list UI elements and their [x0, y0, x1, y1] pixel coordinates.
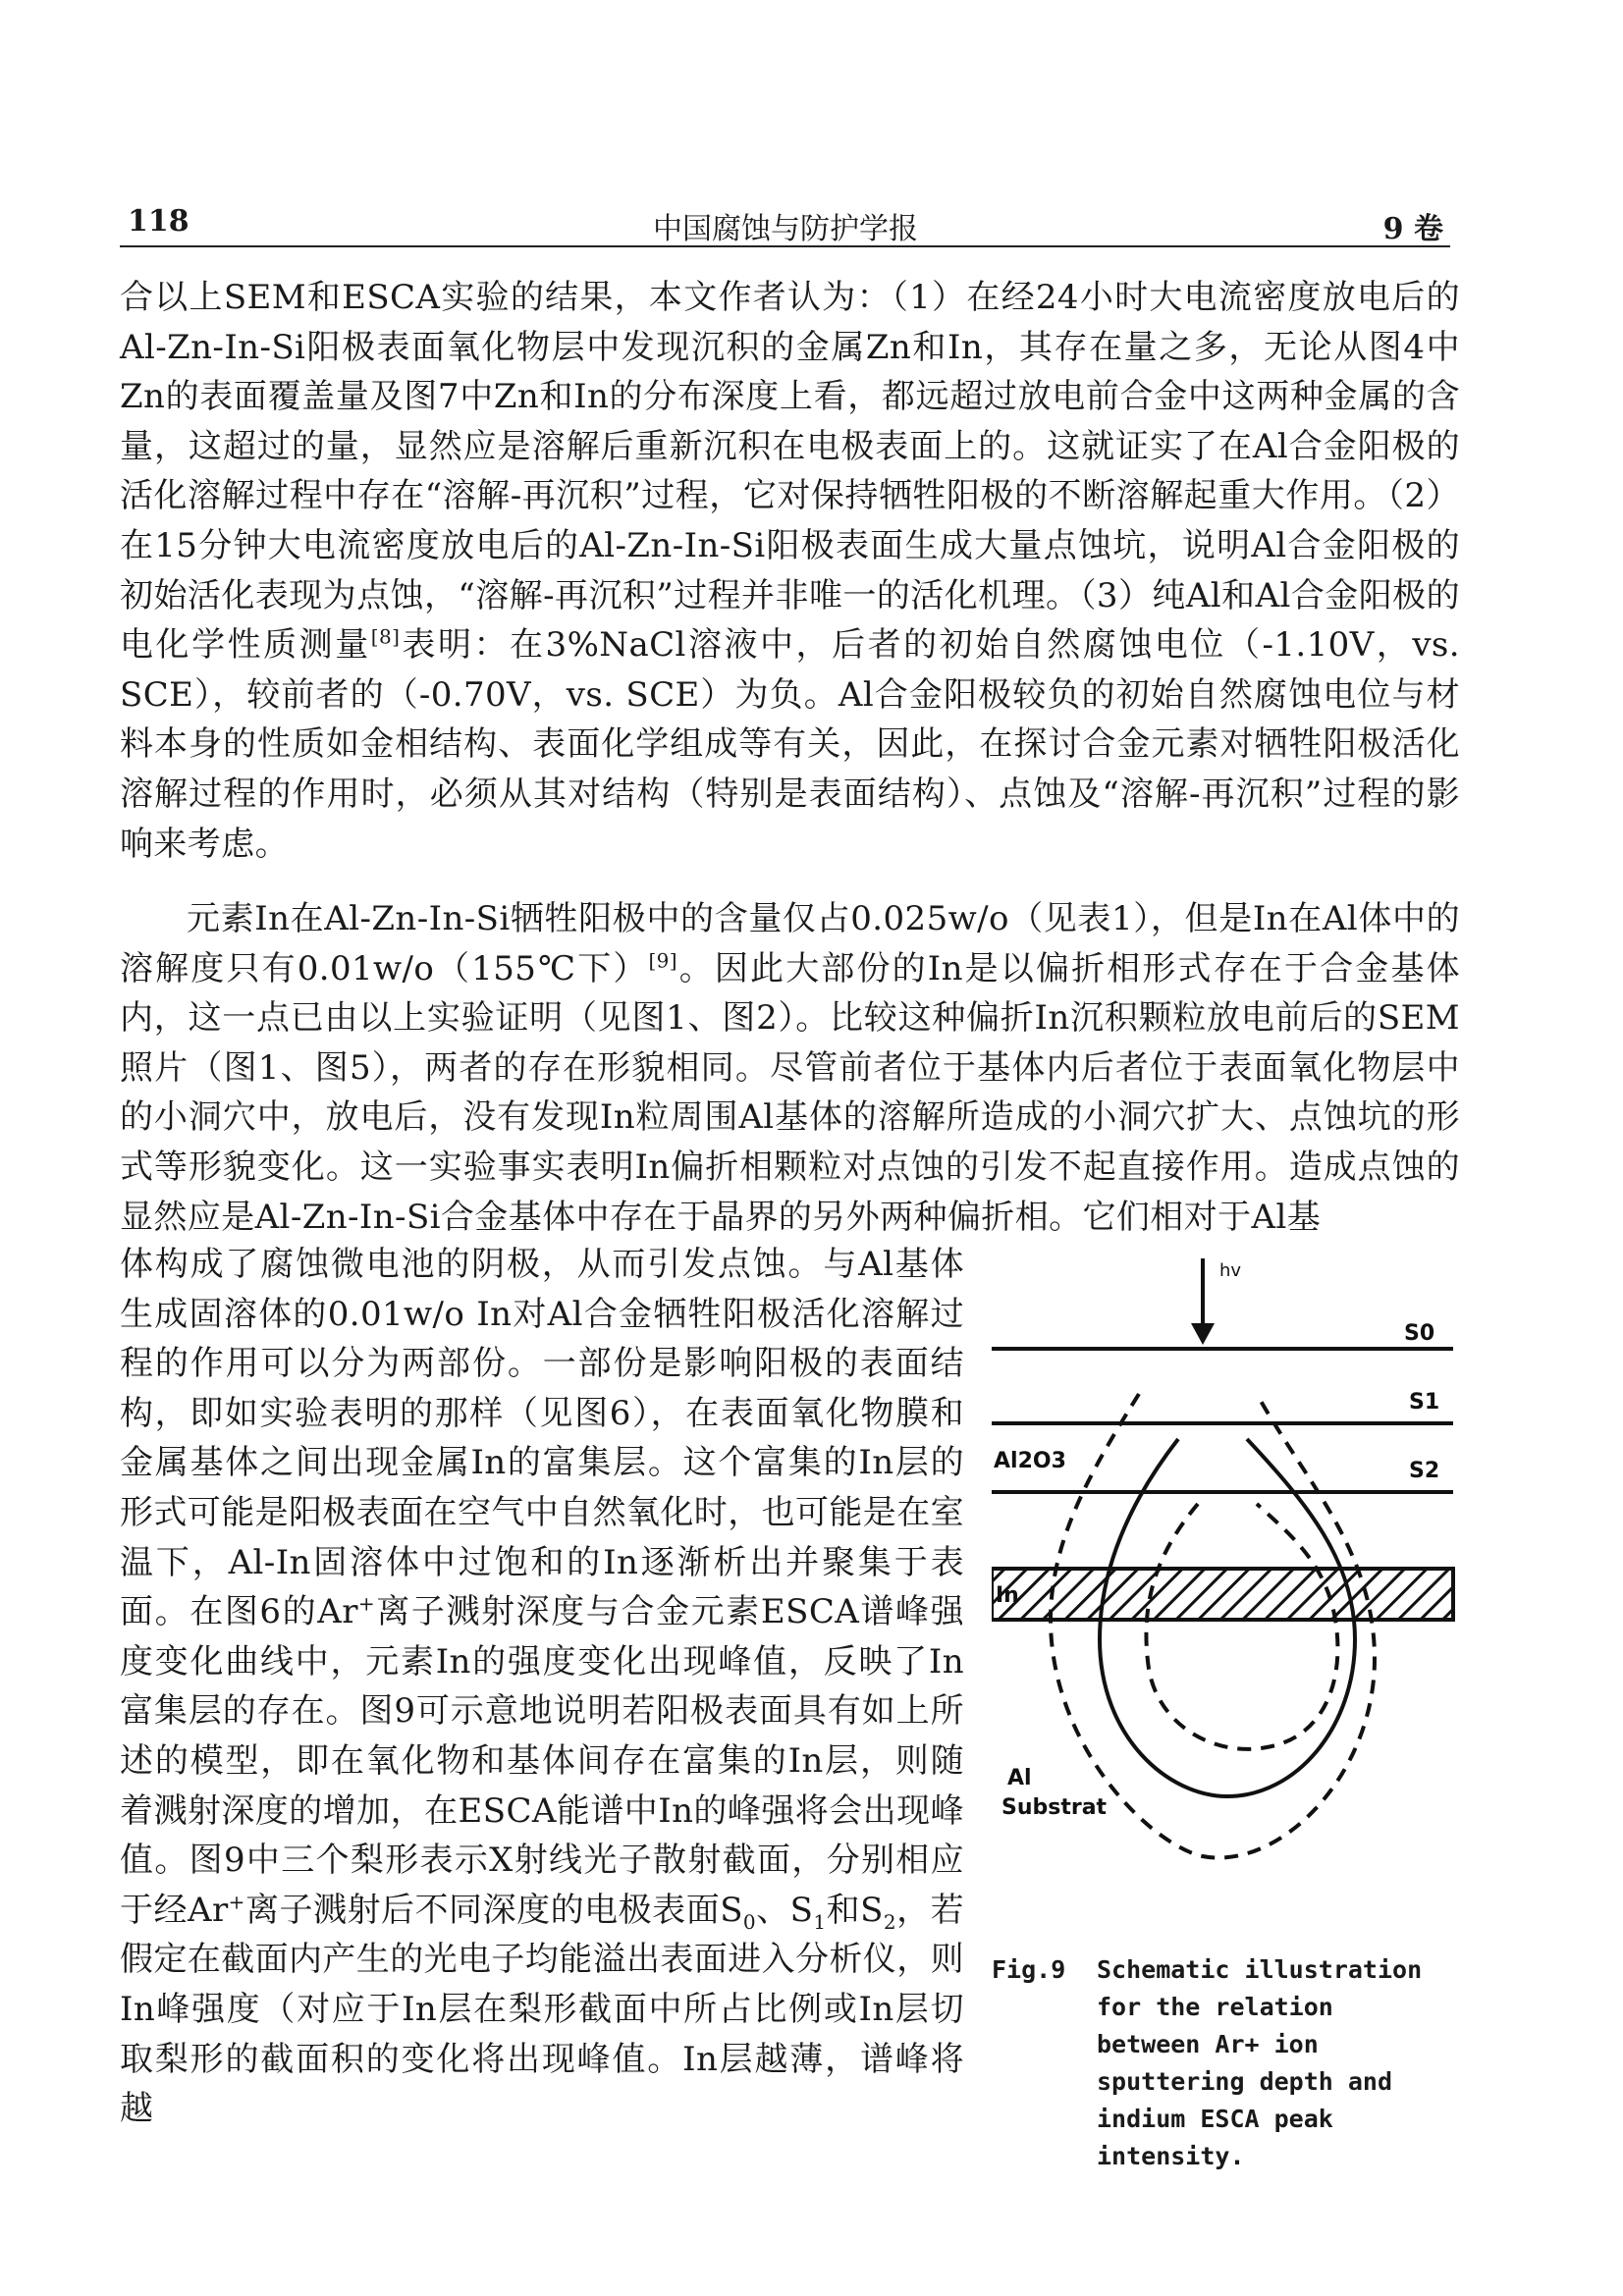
paragraph-3-d: 、S [756, 1890, 814, 1930]
paragraph-1-text: 合以上SEM和ESCA实验的结果，本文作者认为：（1）在经24小时大电流密度放电后的Al-Zn-In-Si阳极表面氧化物层中发现沉积的金属Zn和In，其存在量之多，无论从图4中Zn的表面覆盖量及图7中Zn和In的分布深度上看，都远超过放电前合金中这两种金属的含量，这超过的量，显然应是溶解后重新沉积在电极表面上的。这就证实了在Al合金阳极的活化溶解过程中存在“溶解-再沉积”过程，它对保持牺牲阳极的不断溶解起重大作用。（2）在15分钟大电流密度放电后的Al-Zn-In-Si阳极表面生成大量点蚀坑，说明Al合金阳极的初始活化表现为点蚀，“溶解-再沉积”过程并非唯一的活化机理。（3）纯Al和Al合金阳极的电化学性质测量 [120, 278, 1460, 666]
s1-sub: 1 [813, 1909, 827, 1934]
paragraph-3-f: ，若假定在截面内产生的光电子均能溢出表面进入分析仪，则In峰强度（对应于In层在梨形截面中所占比例或In层切取梨形的截面积的变化将出现峰值。In层越薄，谱峰将越 [120, 1890, 965, 2129]
page-header [128, 204, 1443, 246]
paragraph-2-tail: 。因此大部份的In是以偏折相形式存在于合金基体内，这一点已由以上实验证明（见图1、图2）。比较这种偏折In沉积颗粒放电前后的SEM照片（图1、图5），两者的存在形貌相同。尽管前者位于基体内后者位于表面氧化物层中的小洞穴中，放电后，没有发现In粒周围Al基体的溶解所造成的小洞穴扩大、点蚀坑的形式等形貌变化。这一实验事实表明In偏折相颗粒对点蚀的引发不起直接作用。造成点蚀的显然应是Al-Zn-In-Si合金基体中存在于晶界的另外两种偏折相。它们相对于Al基 [120, 948, 1460, 1237]
in-label: In [996, 1583, 1019, 1608]
beam-arrowhead [1191, 1323, 1215, 1345]
s1-label: S1 [1409, 1390, 1440, 1415]
hv-label: hv [1219, 1260, 1242, 1281]
volume-label: 9 卷 [1382, 212, 1443, 246]
s2-sub: 2 [883, 1909, 896, 1934]
figure-9 [992, 1247, 1463, 1953]
citation-8: [8] [370, 624, 401, 649]
caption-label: Fig.9 [992, 1955, 1066, 1984]
s0-sub: 0 [742, 1909, 757, 1934]
paragraph-2-text: 元素In在Al-Zn-In-Si牺牲阳极中的含量仅占0.025w/o（见表1），但是In在Al体中的溶解度只有0.01w/o（155℃下） [120, 899, 1460, 988]
al-label: Al [1007, 1766, 1032, 1790]
ar-plus-sup: + [357, 1591, 376, 1616]
s2-label: S2 [1409, 1459, 1440, 1483]
al2o3-label: Al2O3 [994, 1449, 1066, 1473]
paragraph-3-a: 体构成了腐蚀微电池的阴极，从而引发点蚀。与Al基体生成固溶体的0.01w/o In对Al合金牺牲阳极活化溶解过程的作用可以分为两部份。一部份是影响阳极的表面结构，即如实验表明的那样（见图6），在表面氧化物膜和金属基体之间出现金属In的富集层。这个富集的In层的形式可能是阳极表面在空气中自然氧化时，也可能是在室温下，Al-In固溶体中过饱和的In逐渐析出并聚集于表面。在图6的Ar [120, 1245, 964, 1632]
citation-9: [9] [648, 948, 678, 973]
paragraph-1 [120, 273, 1460, 869]
paragraph-3-b: 离子溅射深度与合金元素ESCA谱峰强度变化曲线中，元素In的强度变化出现峰值，反映了In富集层的存在。图9可示意地说明若阳极表面具有如上所述的模型，即在氧化物和基体间存在富集的In层，则随着溅射深度的增加，在ESCA能谱中In的峰强将会出现峰值。图9中三个梨形表示X射线光子散射截面，分别相应于经Ar [120, 1592, 964, 1930]
caption-text: Schematic illustration for the relation between Ar+ ion sputtering depth and indium ESCA peak intensity. [1097, 1955, 1423, 2170]
pear-s2 [1146, 1504, 1337, 1749]
s0-label: S0 [1404, 1321, 1435, 1346]
paragraph-3-e: 和S [826, 1890, 884, 1930]
ar-plus-sup-2: + [228, 1890, 245, 1914]
paragraph-3-c: 离子溅射后不同深度的电极表面S [244, 1890, 743, 1930]
page-number: 118 [128, 204, 189, 239]
in-layer [992, 1569, 1453, 1620]
paragraph-1-tail: 表明：在3%NaCl溶液中，后者的初始自然腐蚀电位（-1.10V，vs. SCE），较前者的（-0.70V，vs. SCE）为负。Al合金阳极较负的初始自然腐蚀电位与材料本身的性质如金相结构、表面化学组成等有关，因此，在探讨合金元素对牺牲阳极活化溶解过程的作用时，必须从其对结构（特别是表面结构）、点蚀及“溶解-再沉积”过程的影响来考虑。 [120, 625, 1460, 864]
substrat-label: Substrat [1001, 1795, 1108, 1820]
header-rule [120, 245, 1450, 247]
figure-9-diagram [992, 1247, 1463, 1953]
paragraph-2 [120, 894, 1460, 1242]
journal-title: 中国腐蚀与防护学报 [653, 212, 918, 246]
paragraph-3 [120, 1240, 964, 2134]
